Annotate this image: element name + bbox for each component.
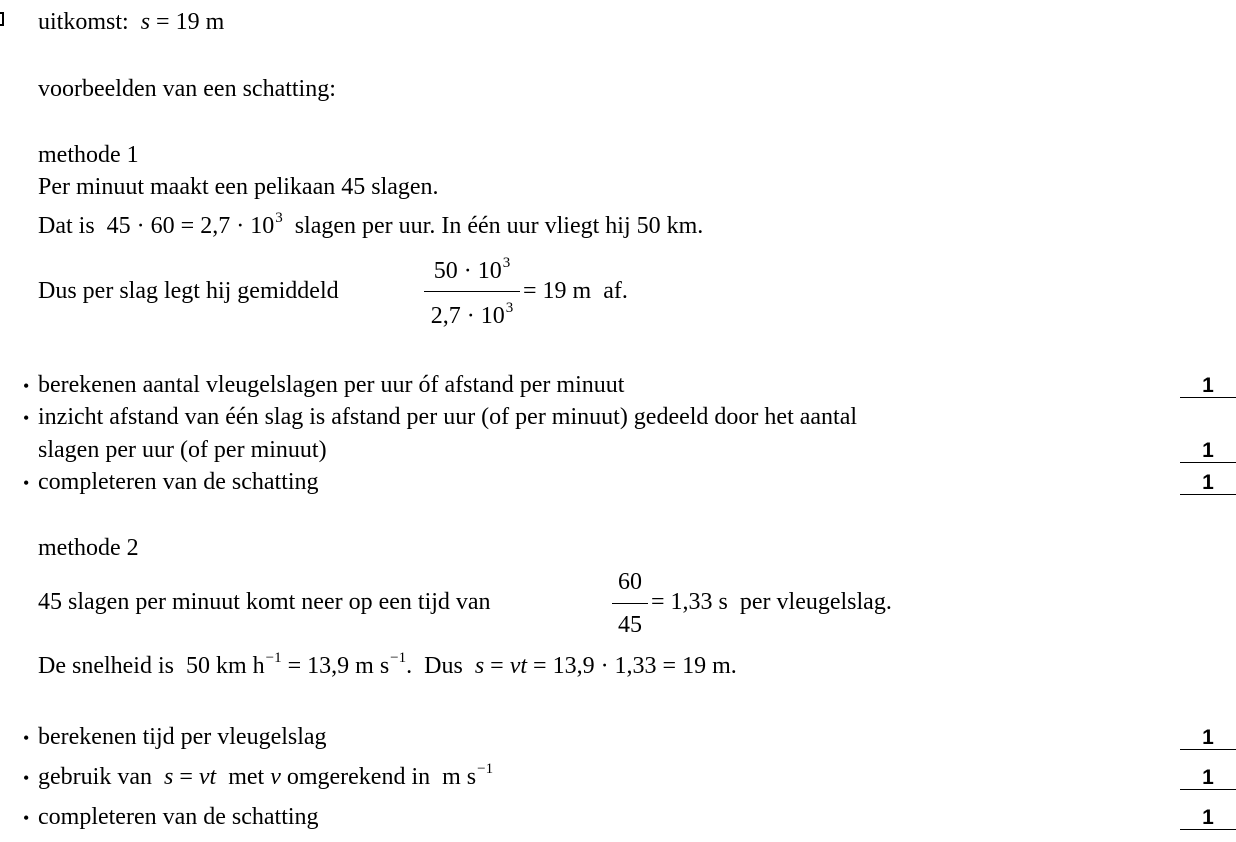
method2-final-vt: vt <box>509 653 528 679</box>
method1-title: methode 1 <box>38 142 139 168</box>
method2-line1-prefix: 45 slagen per minuut komt neer op een tijd van <box>38 589 491 615</box>
method1-line3-prefix: Dus per slag legt hij gemiddeld <box>38 278 339 304</box>
intro-text: voorbeelden van een schatting: <box>38 76 336 102</box>
outcome-line <box>38 10 224 34</box>
method2-fraction-bar <box>612 603 648 604</box>
method2-speed-kmh: 50 km h <box>185 653 265 679</box>
method1-score-3: 1 <box>1180 472 1236 495</box>
method2-line2-prefix: De snelheid is <box>38 653 174 679</box>
method1-fraction <box>424 257 520 329</box>
method2-criterion-2-vt: vt <box>198 764 217 790</box>
method1-line2-suffix: slagen per uur. In één uur vliegt hij 50 km. <box>294 213 704 239</box>
bullet-icon: • <box>23 808 30 828</box>
method1-fraction-denominator: 2,7 · 10 <box>430 303 505 329</box>
method2-line1-suffix: per vleugelslag. <box>739 589 892 615</box>
method2-fraction <box>612 568 648 638</box>
method2-score-2: 1 <box>1180 767 1236 790</box>
method2-speed-eq: = 13,9 m s <box>287 653 390 679</box>
method1-criterion-1: berekenen aantal vleugelslagen per uur óf afstand per minuut <box>38 372 625 398</box>
method2-final-eq1: = <box>490 653 504 679</box>
bullet-icon: • <box>23 768 30 788</box>
method2-line1-result <box>651 590 892 614</box>
method2-fraction-numerator: 60 <box>618 569 642 595</box>
outcome-variable: s <box>140 9 151 35</box>
method2-final-s: s <box>474 653 485 679</box>
method1-line2-prefix: Dat is <box>38 213 95 239</box>
method1-fraction-bar <box>424 291 520 292</box>
method1-criterion-2: inzicht afstand van één slag is afstand per uur (of per minuut) gedeeld door het aantal <box>38 404 858 430</box>
bullet-icon: • <box>23 728 30 748</box>
method2-final-eq2: = 13,9 · 1,33 = 19 m. <box>533 653 737 679</box>
method2-criterion-1: berekenen tijd per vleugelslag <box>38 724 327 750</box>
method1-fraction-denominator-exponent: 3 <box>505 300 514 316</box>
answer-checkbox[interactable] <box>0 12 4 26</box>
method2-criterion-2-unit: m s <box>442 764 477 790</box>
method1-line1: Per minuut maakt een pelikaan 45 slagen. <box>38 174 439 200</box>
bullet-icon: • <box>23 408 30 428</box>
method2-dus: Dus <box>424 653 463 679</box>
method2-criterion-2-met: met <box>228 764 265 790</box>
method2-criterion-2-unit-exponent: −1 <box>477 761 494 777</box>
method2-line2 <box>38 650 737 679</box>
method2-title: methode 2 <box>38 535 139 561</box>
method1-line3-suffix: af. <box>603 278 628 304</box>
outcome-label: uitkomst: <box>38 9 129 35</box>
method2-criterion-2-omgerekend: omgerekend in <box>286 764 431 790</box>
method1-line3-eq: = 19 m <box>523 278 592 304</box>
method2-line1-eq: = 1,33 s <box>651 589 728 615</box>
method2-fraction-denominator: 45 <box>618 612 642 638</box>
method1-criterion-2-continued: slagen per uur (of per minuut) <box>38 437 327 463</box>
method2-criterion-2-eq: = <box>179 764 193 790</box>
bullet-icon: • <box>23 473 30 493</box>
method2-criterion-2-s: s <box>163 764 174 790</box>
method2-score-3: 1 <box>1180 807 1236 830</box>
method2-speed-ms-exponent: −1 <box>390 650 407 666</box>
method1-fraction-numerator-exponent: 3 <box>502 255 511 271</box>
method1-line2-exponent: 3 <box>275 210 283 226</box>
method2-speed-dot: . <box>406 653 413 679</box>
bullet-icon: • <box>23 376 30 396</box>
method1-fraction-numerator: 50 · 10 <box>433 258 502 284</box>
method1-score-1: 1 <box>1180 375 1236 398</box>
method2-criterion-3: completeren van de schatting <box>38 804 319 830</box>
method1-line2 <box>38 210 704 239</box>
method2-speed-kmh-exponent: −1 <box>265 650 282 666</box>
method1-line2-math: 45 · 60 = 2,7 · 10 <box>106 213 275 239</box>
outcome-value: = 19 m <box>156 9 225 35</box>
method2-criterion-2-prefix: gebruik van <box>38 764 152 790</box>
method2-score-1: 1 <box>1180 727 1236 750</box>
method1-score-2: 1 <box>1180 440 1236 463</box>
method2-criterion-2-v: v <box>270 764 281 790</box>
method2-criterion-2 <box>38 761 494 790</box>
method1-line3-result <box>523 279 628 303</box>
method1-criterion-3: completeren van de schatting <box>38 469 319 495</box>
